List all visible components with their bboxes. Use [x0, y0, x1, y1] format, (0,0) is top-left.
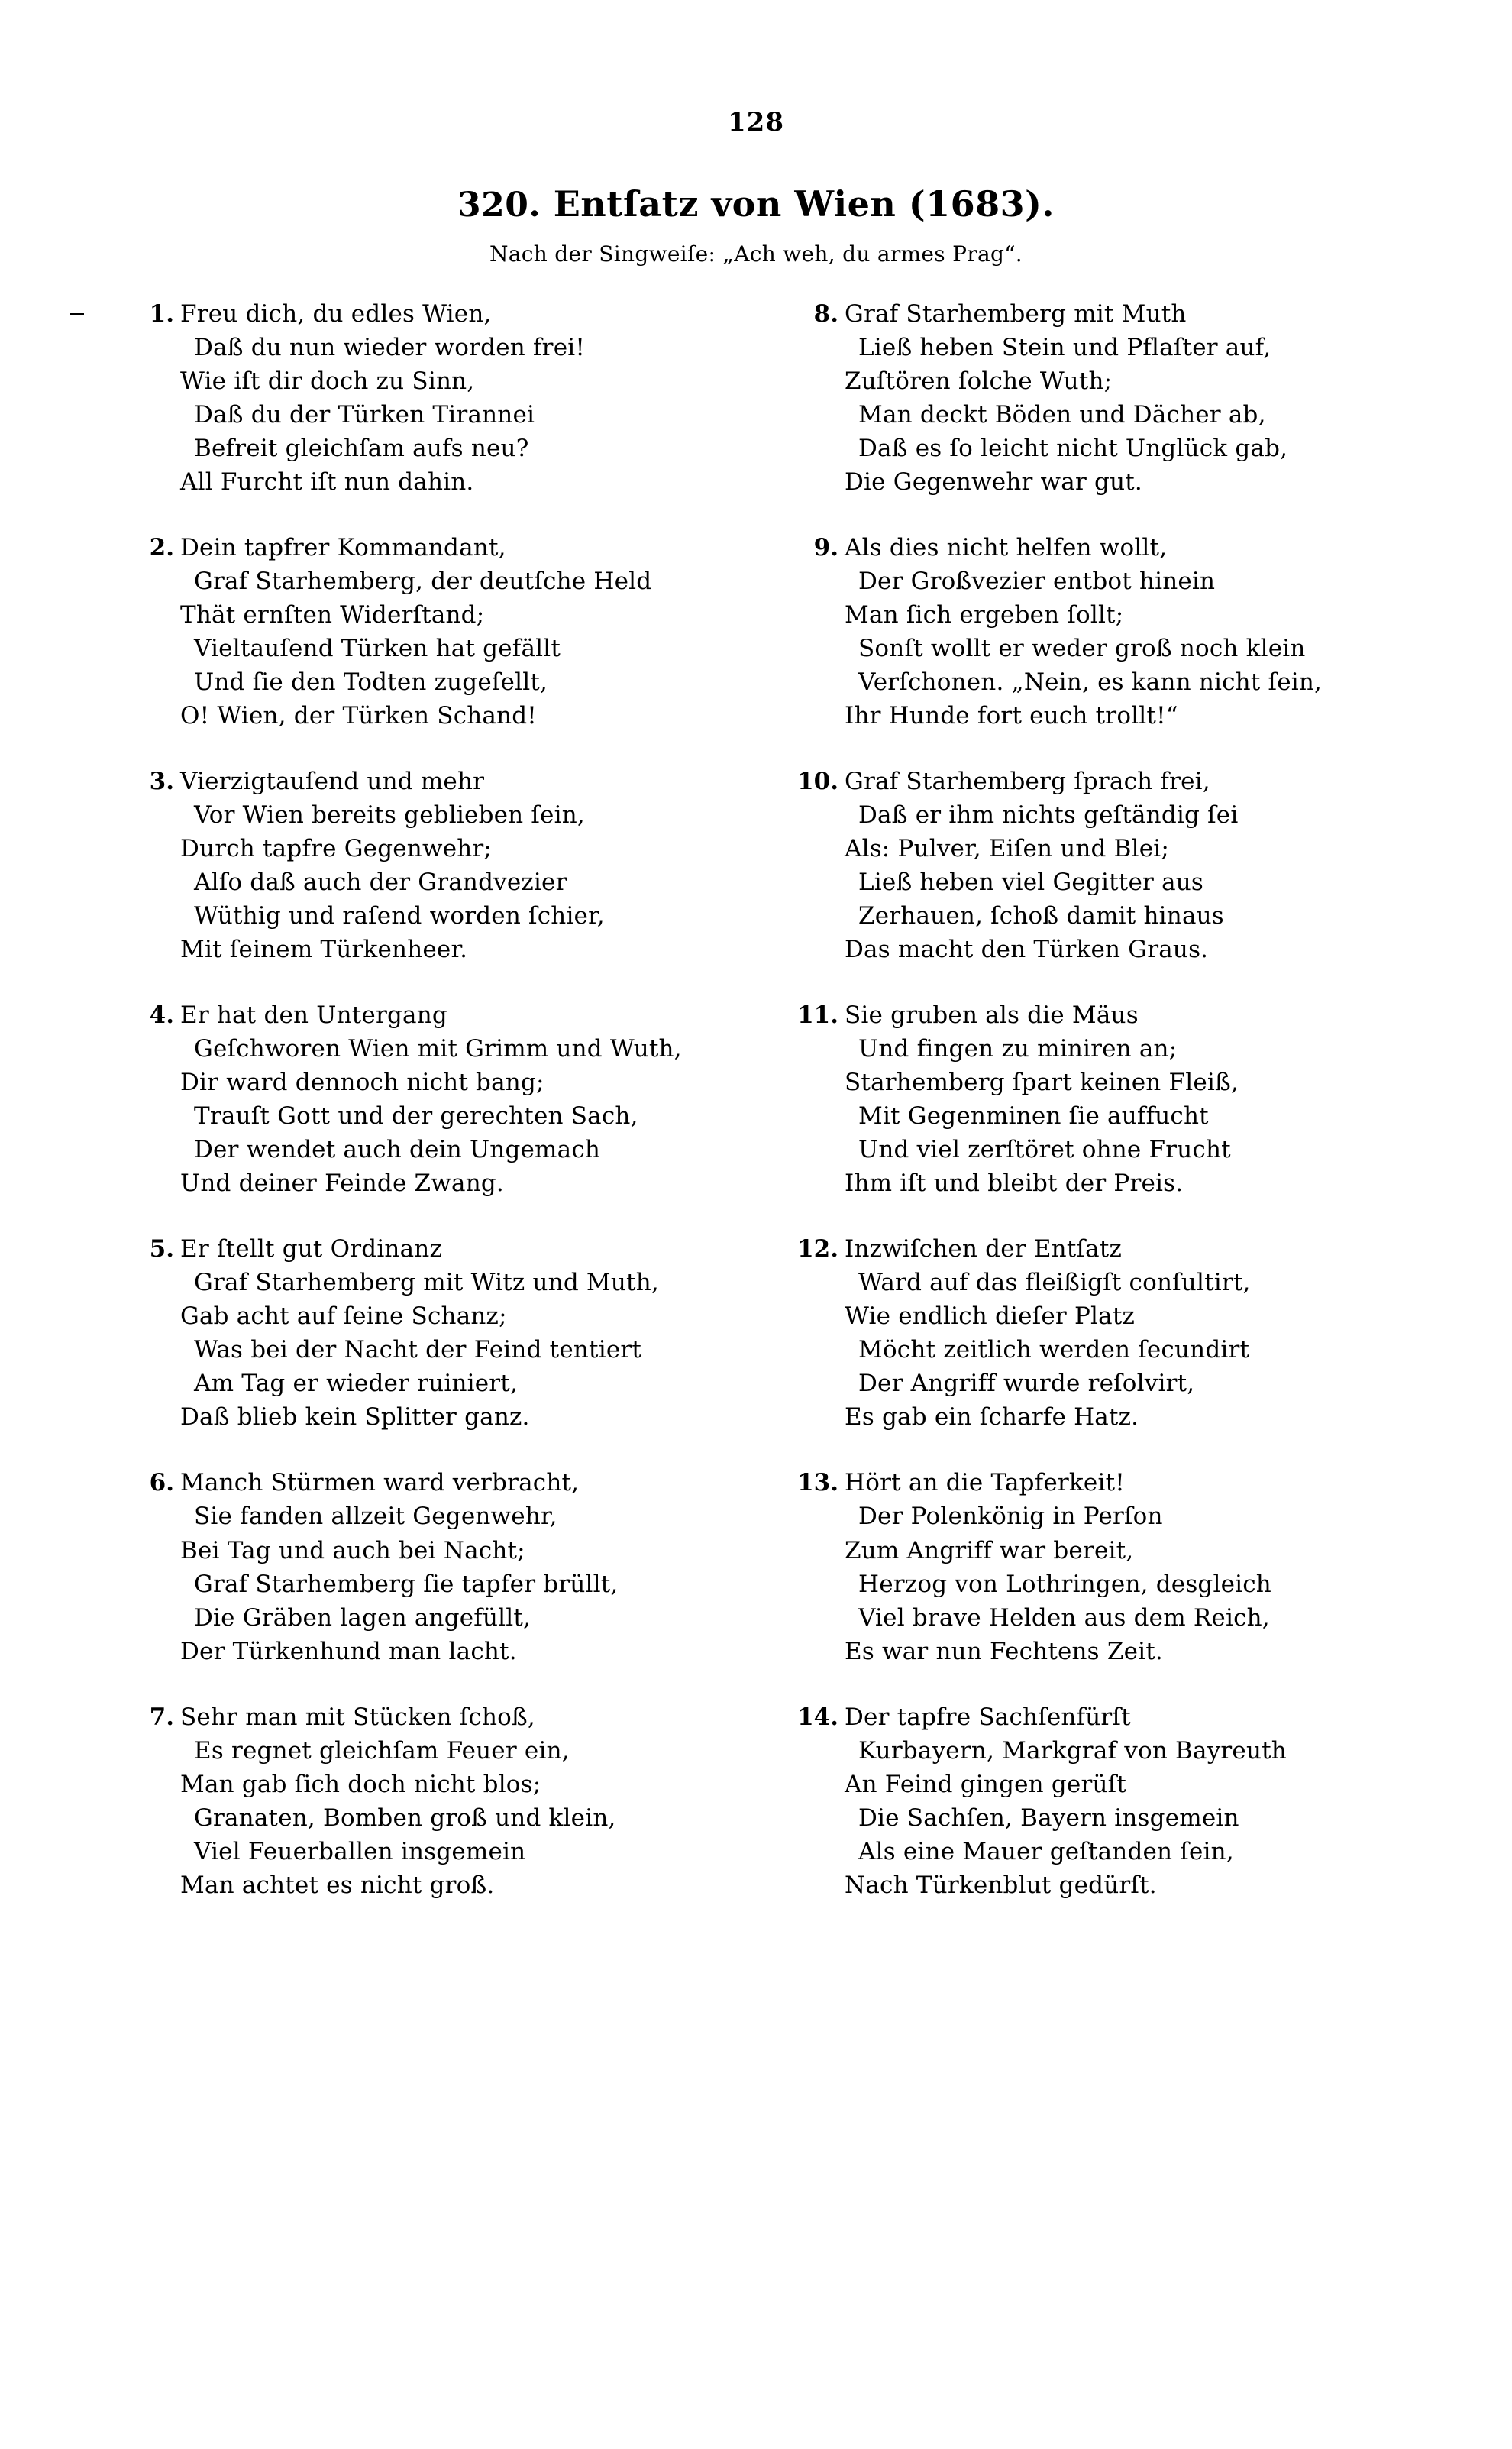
- verse-line: Als dies nicht helfen wollt,: [845, 534, 1168, 562]
- verse-line: Der tapfre Sachſenfürſt: [845, 1703, 1131, 1731]
- verse-line: Graf Starhemberg, der deutſche Held: [194, 568, 652, 596]
- verse-line: Es regnet gleichſam Feuer ein,: [194, 1736, 570, 1765]
- verse-line: Durch tapfre Gegenwehr;: [180, 835, 493, 863]
- stanza-number: 8.: [813, 300, 838, 328]
- stanza-lines: [180, 297, 733, 499]
- verse-line: Thät ernſten Widerſtand;: [180, 601, 485, 629]
- stanza-number: 12.: [797, 1235, 838, 1263]
- verse-line: Nach Türkenblut gedürſt.: [845, 1871, 1157, 1899]
- stanza-number: 11.: [797, 1001, 838, 1030]
- verse-line: Und viel zerſtöret ohne Frucht: [858, 1136, 1231, 1164]
- verse-line: O! Wien, der Türken Schand!: [180, 702, 537, 730]
- verse-line: Sehr man mit Stücken ſchoß,: [180, 1703, 535, 1731]
- verse-columns: [115, 297, 1397, 1934]
- stanza-lines: [845, 531, 1397, 733]
- stanza-lines: [180, 765, 733, 966]
- verse-line: Sonſt wollt er weder groß noch klein: [858, 635, 1306, 663]
- stanza-lines: [180, 1232, 733, 1434]
- verse-line: Sie gruben als die Mäus: [845, 1001, 1139, 1030]
- verse-line: Und ſie den Todten zugeſellt,: [194, 668, 548, 697]
- verse-line: Als eine Mauer geſtanden ſein,: [858, 1837, 1234, 1865]
- verse-line: Daß du der Türken Tirannei: [194, 401, 535, 429]
- stanza-lines: [180, 1466, 733, 1668]
- stanza: [779, 531, 1397, 733]
- verse-line: Trauſt Gott und der gerechten Sach,: [194, 1102, 638, 1131]
- verse-line: Graf Starhemberg mit Witz und Muth,: [194, 1269, 659, 1297]
- verse-line: Als: Pulver, Eiſen und Blei;: [845, 835, 1170, 863]
- verse-line: Am Tag er wieder ruiniert,: [194, 1370, 519, 1398]
- verse-line: Daß du nun wieder worden frei!: [194, 334, 586, 362]
- verse-line: Granaten, Bomben groß und klein,: [194, 1804, 616, 1832]
- stanza-number: 1.: [149, 300, 174, 328]
- margin-mark: [70, 313, 84, 315]
- song-number: 320.: [457, 186, 541, 225]
- verse-line: Starhemberg ſpart keinen Fleiß,: [845, 1069, 1239, 1097]
- verse-line: Ließ heben Stein und Pflaſter auf,: [858, 334, 1271, 362]
- stanza: [115, 1466, 733, 1668]
- verse-line: Es gab ein ſcharfe Hatz.: [845, 1403, 1139, 1432]
- verse-line: Alſo daß auch der Grandvezier: [194, 869, 567, 897]
- stanza-number: 9.: [813, 534, 838, 562]
- verse-line: Dein tapfrer Kommandant,: [180, 534, 506, 562]
- stanza: [115, 1232, 733, 1434]
- verse-line: Vierzigtauſend und mehr: [180, 768, 485, 796]
- stanza-lines: [845, 297, 1397, 499]
- verse-line: Und fingen zu miniren an;: [858, 1035, 1178, 1063]
- verse-line: Die Gräben lagen angefüllt,: [194, 1603, 531, 1632]
- verse-line: Vieltauſend Türken hat gefällt: [194, 635, 561, 663]
- verse-line: Sie fanden allzeit Gegenwehr,: [194, 1503, 557, 1531]
- stanza: [115, 1700, 733, 1902]
- verse-line: Ward auf das fleißigſt conſultirt,: [858, 1269, 1251, 1297]
- verse-line: Was bei der Nacht der Feind tentiert: [194, 1336, 642, 1364]
- stanza: [779, 1700, 1397, 1902]
- verse-line: Bei Tag und auch bei Nacht;: [180, 1536, 525, 1564]
- verse-line: Man gab ſich doch nicht blos;: [180, 1770, 541, 1798]
- stanza: [779, 765, 1397, 966]
- verse-line: Daß es ſo leicht nicht Unglück gab,: [858, 435, 1288, 463]
- verse-line: Geſchworen Wien mit Grimm und Wuth,: [194, 1035, 682, 1063]
- verse-line: Möcht zeitlich werden ſecundirt: [858, 1336, 1250, 1364]
- verse-line: Mit Gegenminen ſie auffucht: [858, 1102, 1209, 1131]
- verse-line: Ihr Hunde fort euch trollt!“: [845, 702, 1178, 730]
- song-title: [115, 183, 1397, 225]
- verse-line: Hört an die Tapferkeit!: [845, 1469, 1125, 1497]
- verse-line: Und deiner Feinde Zwang.: [180, 1170, 504, 1198]
- verse-line: Freu dich, du edles Wien,: [180, 300, 492, 328]
- verse-line: Der Polenkönig in Perſon: [858, 1503, 1163, 1531]
- stanza-lines: [845, 1466, 1397, 1668]
- verse-line: Wie endlich dieſer Platz: [845, 1302, 1136, 1331]
- verse-line: Zuſtören ſolche Wuth;: [845, 367, 1113, 396]
- verse-line: Die Gegenwehr war gut.: [845, 468, 1142, 497]
- stanza-lines: [845, 765, 1397, 966]
- stanza-lines: [845, 1232, 1397, 1434]
- stanza-number: 4.: [149, 1001, 174, 1030]
- stanza-number: 13.: [797, 1469, 838, 1497]
- stanza: [779, 297, 1397, 499]
- verse-line: Der Angriff wurde reſolvirt,: [858, 1370, 1195, 1398]
- verse-line: Dir ward dennoch nicht bang;: [180, 1069, 544, 1097]
- verse-line: Graf Starhemberg ſprach frei,: [845, 768, 1210, 796]
- stanza-lines: [180, 998, 733, 1200]
- verse-line: All Furcht iſt nun dahin.: [180, 468, 474, 497]
- verse-line: Der Großvezier entbot hinein: [858, 568, 1216, 596]
- stanza: [115, 765, 733, 966]
- verse-line: Graf Starhemberg mit Muth: [845, 300, 1187, 328]
- verse-line: Man deckt Böden und Dächer ab,: [858, 401, 1266, 429]
- verse-line: Daß er ihm nichts geſtändig ſei: [858, 801, 1239, 830]
- page-number: 128: [728, 107, 784, 137]
- stanza: [779, 1466, 1397, 1668]
- verse-line: Das macht den Türken Graus.: [845, 936, 1209, 964]
- tune-indication: Nach der Singweiſe: „Ach weh, du armes Prag“.: [489, 241, 1023, 267]
- verse-line: Der Türkenhund man lacht.: [180, 1637, 517, 1665]
- column-right: [779, 297, 1397, 1934]
- stanza-number: 6.: [149, 1469, 174, 1497]
- verse-line: Ihm iſt und bleibt der Preis.: [845, 1170, 1184, 1198]
- verse-line: Viel brave Helden aus dem Reich,: [858, 1603, 1270, 1632]
- verse-line: Daß blieb kein Splitter ganz.: [180, 1403, 530, 1432]
- stanza-number: 5.: [149, 1235, 174, 1263]
- stanza: [779, 1232, 1397, 1434]
- verse-line: Verſchonen. „Nein, es kann nicht ſein,: [858, 668, 1323, 697]
- stanza-number: 3.: [149, 768, 174, 796]
- verse-line: Man ſich ergeben ſollt;: [845, 601, 1124, 629]
- verse-line: Ließ heben viel Gegitter aus: [858, 869, 1204, 897]
- song-year: (1683).: [908, 183, 1055, 225]
- verse-line: Vor Wien bereits geblieben ſein,: [194, 801, 585, 830]
- verse-line: Gab acht auf ſeine Schanz;: [180, 1302, 507, 1331]
- verse-line: Graf Starhemberg ſie tapfer brüllt,: [194, 1570, 619, 1598]
- verse-line: Herzog von Lothringen, desgleich: [858, 1570, 1271, 1598]
- stanza: [779, 998, 1397, 1200]
- stanza-lines: [180, 1700, 733, 1902]
- stanza-number: 14.: [797, 1703, 838, 1731]
- stanza: [115, 998, 733, 1200]
- stanza-number: 7.: [149, 1703, 174, 1731]
- stanza-number: 10.: [797, 768, 838, 796]
- verse-line: Befreit gleichſam aufs neu?: [194, 435, 529, 463]
- verse-line: Er ſtellt gut Ordinanz: [180, 1235, 442, 1263]
- verse-line: Viel Feuerballen insgemein: [194, 1837, 526, 1865]
- verse-line: Zum Angriff war bereit,: [845, 1536, 1134, 1564]
- stanza-lines: [845, 1700, 1397, 1902]
- verse-line: Er hat den Untergang: [180, 1001, 447, 1030]
- verse-line: Wie iſt dir doch zu Sinn,: [180, 367, 475, 396]
- stanza: [115, 297, 733, 499]
- verse-line: Der wendet auch dein Ungemach: [194, 1136, 601, 1164]
- verse-line: Man achtet es nicht groß.: [180, 1871, 495, 1899]
- verse-line: Es war nun Fechtens Zeit.: [845, 1637, 1163, 1665]
- song-title-text: Entſatz von Wien: [553, 183, 897, 225]
- verse-line: Inzwiſchen der Entſatz: [845, 1235, 1123, 1263]
- stanza-lines: [180, 531, 733, 733]
- verse-line: Wüthig und raſend worden ſchier,: [194, 902, 605, 930]
- stanza-number: 2.: [149, 534, 174, 562]
- stanza-lines: [845, 998, 1397, 1200]
- verse-line: Zerhauen, ſchoß damit hinaus: [858, 902, 1224, 930]
- column-left: [115, 297, 733, 1934]
- verse-line: An Feind gingen gerüſt: [845, 1770, 1126, 1798]
- verse-line: Kurbayern, Markgraf von Bayreuth: [858, 1736, 1287, 1765]
- stanza: [115, 531, 733, 733]
- verse-line: Mit ſeinem Türkenheer.: [180, 936, 468, 964]
- verse-line: Die Sachſen, Bayern insgemein: [858, 1804, 1239, 1832]
- verse-line: Manch Stürmen ward verbracht,: [180, 1469, 580, 1497]
